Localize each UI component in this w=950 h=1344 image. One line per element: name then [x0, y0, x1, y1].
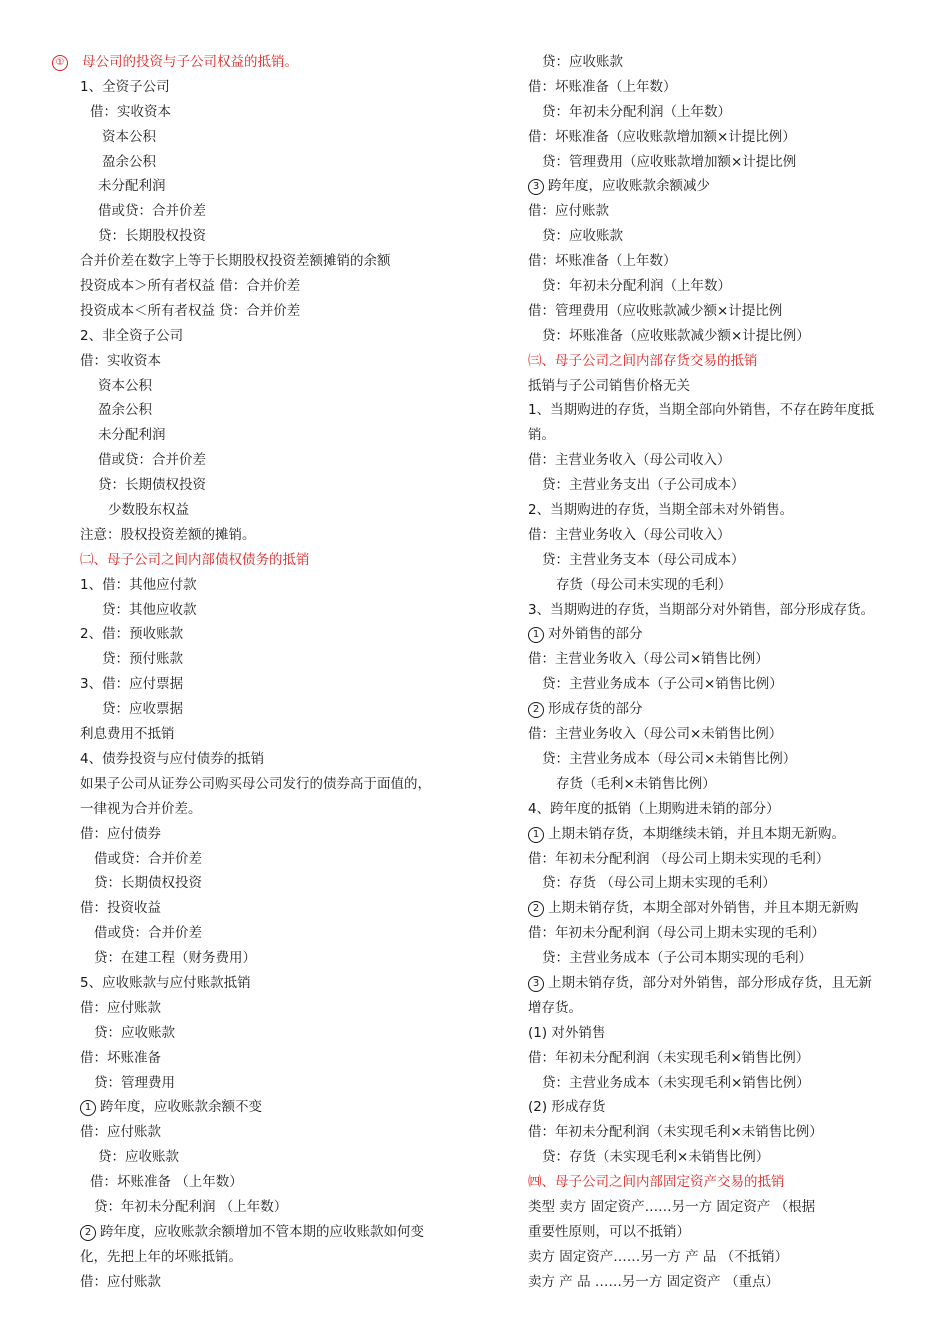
- right-line: [528, 1145, 910, 1170]
- line-text: 少数股东权益: [108, 502, 189, 519]
- left-line: [80, 423, 460, 448]
- line-text: 资本公积: [98, 377, 152, 394]
- line-text: 借：主营业务收入（母公司收入）: [528, 526, 731, 543]
- left-line: [80, 996, 460, 1021]
- line-text: 借：坏账准备（上年数）: [528, 78, 677, 95]
- line-text: 贷：主营业务成本（未实现毛利×销售比例）: [542, 1074, 810, 1091]
- line-text: 母公司的投资与子公司权益的抵销。: [82, 54, 298, 70]
- line-text: 贷：年初未分配利润（上年数）: [542, 103, 731, 120]
- line-text: 贷：在建工程（财务费用）: [94, 950, 256, 967]
- line-text: 借：年初未分配利润（未实现毛利×未销售比例）: [528, 1124, 823, 1141]
- left-line: [80, 871, 460, 896]
- left-line: [80, 772, 460, 797]
- line-text: 贷：坏账准备（应收账款减少额×计提比例）: [542, 327, 810, 344]
- left-line: [80, 1170, 460, 1195]
- line-text: 贷：预付账款: [102, 651, 183, 668]
- line-text: 贷：长期债权投资: [98, 477, 206, 494]
- line-text: 贷：应收账款: [542, 228, 623, 245]
- right-line: [528, 224, 910, 249]
- right-line: [528, 622, 910, 647]
- line-text: 借：应付账款: [80, 1124, 161, 1141]
- line-text: 增存货。: [528, 999, 582, 1016]
- line-text: 上期未销存货，本期全部对外销售，并且本期无新购: [548, 900, 859, 917]
- right-line: [528, 1270, 910, 1295]
- line-text: 借：坏账准备: [80, 1049, 161, 1066]
- right-line: [528, 1095, 910, 1120]
- left-line: [80, 224, 460, 249]
- line-text: 贷：主营业务支本（母公司成本）: [542, 551, 745, 568]
- line-text: 借：坏账准备（应收账款增加额×计提比例）: [528, 128, 796, 145]
- right-line: [528, 822, 910, 847]
- left-line: [80, 896, 460, 921]
- line-text: 借：应付账款: [80, 999, 161, 1016]
- line-text: 未分配利润: [98, 178, 166, 195]
- right-line: [528, 697, 910, 722]
- left-line: [80, 299, 460, 324]
- line-text: 贷：主营业务支出（子公司成本）: [542, 477, 745, 494]
- left-line: [80, 847, 460, 872]
- line-text: 未分配利润: [98, 427, 166, 444]
- line-text: 借：主营业务收入（母公司×未销售比例）: [528, 726, 783, 743]
- line-text: 借或贷：合并价差: [94, 850, 202, 867]
- right-line: [528, 896, 910, 921]
- left-line: [80, 1220, 460, 1245]
- right-line: [528, 398, 910, 423]
- line-text: 贷：存货 （母公司上期未实现的毛利）: [542, 875, 776, 892]
- line-text: 借：主营业务收入（母公司收入）: [528, 452, 731, 469]
- line-text: 上期未销存货，部分对外销售，部分形成存货，且无新: [548, 974, 872, 991]
- right-line: [528, 548, 910, 573]
- left-line: [80, 174, 460, 199]
- line-text: 贷：管理费用（应收账款增加额×计提比例: [542, 153, 797, 170]
- left-line: [80, 125, 460, 150]
- right-line: [528, 100, 910, 125]
- left-line: [80, 697, 460, 722]
- right-line: [528, 249, 910, 274]
- line-text: 盈余公积: [102, 153, 156, 170]
- left-line: [80, 324, 460, 349]
- right-line: [528, 1195, 910, 1220]
- left-line: [80, 1095, 460, 1120]
- left-line: [80, 1021, 460, 1046]
- line-text: 存货（母公司未实现的毛利）: [556, 576, 732, 593]
- item-number: 2: [80, 1225, 96, 1241]
- left-line: [80, 75, 460, 100]
- left-line: [80, 523, 460, 548]
- line-text: 4、跨年度的抵销（上期购进未销的部分）: [528, 800, 780, 817]
- right-line: [528, 174, 910, 199]
- line-text: 借：实收资本: [90, 103, 171, 120]
- left-line: [80, 374, 460, 399]
- line-text: 贷：应收账款: [542, 54, 623, 70]
- left-line: [80, 1195, 460, 1220]
- line-text: 对外销售的部分: [548, 626, 643, 643]
- right-line: [528, 996, 910, 1021]
- right-line: [528, 199, 910, 224]
- right-line: [528, 847, 910, 872]
- line-text: 存货（毛利×未销售比例）: [556, 775, 716, 792]
- line-text: 2、当期购进的存货，当期全部未对外销售。: [528, 502, 794, 519]
- left-line: [80, 249, 460, 274]
- item-number: 2: [528, 702, 544, 718]
- line-text: 3、当期购进的存货，当期部分对外销售，部分形成存货。: [528, 601, 875, 618]
- right-line: [528, 75, 910, 100]
- left-line: [80, 1120, 460, 1145]
- left-line: [80, 498, 460, 523]
- line-text: 借：应付债券: [80, 825, 161, 842]
- item-number: ①: [52, 55, 68, 71]
- line-text: 利息费用不抵销: [80, 726, 175, 743]
- right-line: [528, 797, 910, 822]
- item-number: 1: [80, 1100, 96, 1116]
- line-text: 贷：管理费用: [94, 1074, 175, 1091]
- right-line: [528, 448, 910, 473]
- right-line: [528, 1071, 910, 1096]
- right-line: [528, 374, 910, 399]
- line-text: 跨年度，应收账款余额减少: [548, 178, 710, 195]
- right-line: [528, 946, 910, 971]
- line-text: 形成存货的部分: [548, 701, 643, 718]
- right-line: [528, 498, 910, 523]
- right-line: [528, 523, 910, 548]
- left-line: [80, 349, 460, 374]
- left-line: [80, 598, 460, 623]
- right-line: [528, 647, 910, 672]
- line-text: 借：应付账款: [528, 203, 609, 220]
- line-text: 借：主营业务收入（母公司×销售比例）: [528, 651, 769, 668]
- line-text: 销。: [528, 427, 555, 444]
- line-text: 类型 卖方 固定资产……另一方 固定资产 （根据: [528, 1198, 816, 1215]
- left-line: [80, 100, 460, 125]
- line-text: 借：坏账准备 （上年数）: [90, 1174, 243, 1191]
- line-text: (2) 形成存货: [528, 1099, 606, 1116]
- item-number: 3: [528, 976, 544, 992]
- line-text: 贷：应收票据: [102, 701, 183, 718]
- left-line: [80, 921, 460, 946]
- line-text: 贷：应收账款: [94, 1024, 175, 1041]
- left-line: [80, 1270, 460, 1295]
- line-text: 贷：年初未分配利润（上年数）: [542, 278, 731, 295]
- line-text: 贷：长期股权投资: [98, 228, 206, 245]
- line-text: 1、全资子公司: [80, 78, 170, 95]
- line-text: 上期未销存货，本期继续未销，并且本期无新购。: [548, 825, 845, 842]
- line-text: 重要性原则，可以不抵销）: [528, 1223, 690, 1240]
- line-text: 2、借：预收账款: [80, 626, 184, 643]
- right-line: [528, 423, 910, 448]
- left-line: [80, 946, 460, 971]
- line-text: 注意：股权投资差额的摊销。: [80, 526, 256, 543]
- line-text: 借：坏账准备（上年数）: [528, 253, 677, 270]
- line-text: 贷：长期债权投资: [94, 875, 202, 892]
- right-line: [528, 1120, 910, 1145]
- right-line: [528, 274, 910, 299]
- left-line: [80, 622, 460, 647]
- line-text: 贷：年初未分配利润 （上年数）: [94, 1198, 288, 1215]
- line-text: 借：年初未分配利润（母公司上期未实现的毛利）: [528, 925, 825, 942]
- line-text: 借：应付账款: [80, 1273, 161, 1290]
- line-text: 2、非全资子公司: [80, 327, 184, 344]
- item-number: 1: [528, 827, 544, 843]
- line-text: 3、借：应付票据: [80, 676, 184, 693]
- line-text: 一律视为合并价差。: [80, 800, 202, 817]
- line-text: 资本公积: [102, 128, 156, 145]
- left-line: [55, 50, 460, 75]
- left-line: [80, 573, 460, 598]
- line-text: 借：实收资本: [80, 352, 161, 369]
- right-line: [528, 1021, 910, 1046]
- right-line: [528, 921, 910, 946]
- right-line: [528, 324, 910, 349]
- left-line: [80, 722, 460, 747]
- item-number: 2: [528, 901, 544, 917]
- right-line: [528, 1046, 910, 1071]
- right-line: [528, 722, 910, 747]
- line-text: 1、当期购进的存货，当期全部向外销售，不存在跨年度抵: [528, 402, 875, 419]
- line-text: 贷：应收账款: [98, 1149, 179, 1166]
- line-text: ㈣、母子公司之间内部固定资产交易的抵销: [528, 1174, 785, 1191]
- left-line: [80, 473, 460, 498]
- left-line: [80, 971, 460, 996]
- left-line: [80, 672, 460, 697]
- item-number: 1: [528, 627, 544, 643]
- right-line: [528, 772, 910, 797]
- line-text: 借：管理费用（应收账款减少额×计提比例: [528, 302, 783, 319]
- line-text: 贷：存货（未实现毛利×未销售比例）: [542, 1149, 770, 1166]
- left-line: [80, 1145, 460, 1170]
- line-text: 投资成本＞所有者权益 借：合并价差: [80, 278, 301, 295]
- right-line: [528, 125, 910, 150]
- line-text: 盈余公积: [98, 402, 152, 419]
- right-line: [528, 573, 910, 598]
- right-line: [528, 299, 910, 324]
- left-line: [80, 647, 460, 672]
- line-text: 借或贷：合并价差: [98, 452, 206, 469]
- left-line: [80, 548, 460, 573]
- right-line: [528, 150, 910, 175]
- line-text: 贷：主营业务成本（子公司×销售比例）: [542, 676, 783, 693]
- line-text: ㈢、母子公司之间内部存货交易的抵销: [528, 352, 758, 369]
- left-line: [80, 398, 460, 423]
- left-line: [80, 822, 460, 847]
- right-line: [528, 1170, 910, 1195]
- right-line: [528, 871, 910, 896]
- line-text: 贷：主营业务成本（母公司×未销售比例）: [542, 750, 797, 767]
- right-line: [528, 50, 910, 75]
- left-line: [80, 199, 460, 224]
- line-text: 5、应收账款与应付账款抵销: [80, 974, 251, 991]
- left-line: [80, 1245, 460, 1270]
- right-line: [528, 473, 910, 498]
- line-text: 借：投资收益: [80, 900, 161, 917]
- line-text: 借或贷：合并价差: [98, 203, 206, 220]
- right-line: [528, 349, 910, 374]
- line-text: 抵销与子公司销售价格无关: [528, 377, 690, 394]
- right-line: [528, 672, 910, 697]
- line-text: (1) 对外销售: [528, 1024, 606, 1041]
- right-line: [528, 598, 910, 623]
- right-column: [528, 50, 910, 1295]
- left-column: [55, 50, 460, 1295]
- left-line: [80, 1046, 460, 1071]
- line-text: 借：年初未分配利润（未实现毛利×销售比例）: [528, 1049, 810, 1066]
- line-text: 贷：主营业务成本（子公司本期实现的毛利）: [542, 950, 812, 967]
- line-text: 卖方 固定资产……另一方 产 品 （不抵销）: [528, 1248, 789, 1265]
- right-line: [528, 1245, 910, 1270]
- left-line: [80, 274, 460, 299]
- item-number: 3: [528, 179, 544, 195]
- left-line: [80, 150, 460, 175]
- left-line: [80, 448, 460, 473]
- line-text: 卖方 产 品 ……另一方 固定资产 （重点）: [528, 1273, 779, 1290]
- line-text: 贷：其他应收款: [102, 601, 197, 618]
- line-text: 跨年度，应收账款余额不变: [100, 1099, 262, 1116]
- line-text: 借：年初未分配利润 （母公司上期未实现的毛利）: [528, 850, 830, 867]
- left-line: [80, 747, 460, 772]
- line-text: 合并价差在数字上等于长期股权投资差额摊销的余额: [80, 253, 391, 270]
- line-text: 投资成本＜所有者权益 贷：合并价差: [80, 302, 301, 319]
- left-line: [80, 1071, 460, 1096]
- line-text: 借或贷：合并价差: [94, 925, 202, 942]
- left-line: [80, 797, 460, 822]
- right-line: [528, 747, 910, 772]
- line-text: 1、借：其他应付款: [80, 576, 197, 593]
- line-text: 化，先把上年的坏账抵销。: [80, 1248, 242, 1265]
- right-line: [528, 1220, 910, 1245]
- line-text: 跨年度，应收账款余额增加不管本期的应收账款如何变: [100, 1223, 424, 1240]
- line-text: ㈡、母子公司之间内部债权债务的抵销: [80, 551, 310, 568]
- right-line: [528, 971, 910, 996]
- line-text: 如果子公司从证券公司购买母公司发行的债券高于面值的，: [80, 775, 431, 792]
- line-text: 4、债券投资与应付债券的抵销: [80, 750, 265, 767]
